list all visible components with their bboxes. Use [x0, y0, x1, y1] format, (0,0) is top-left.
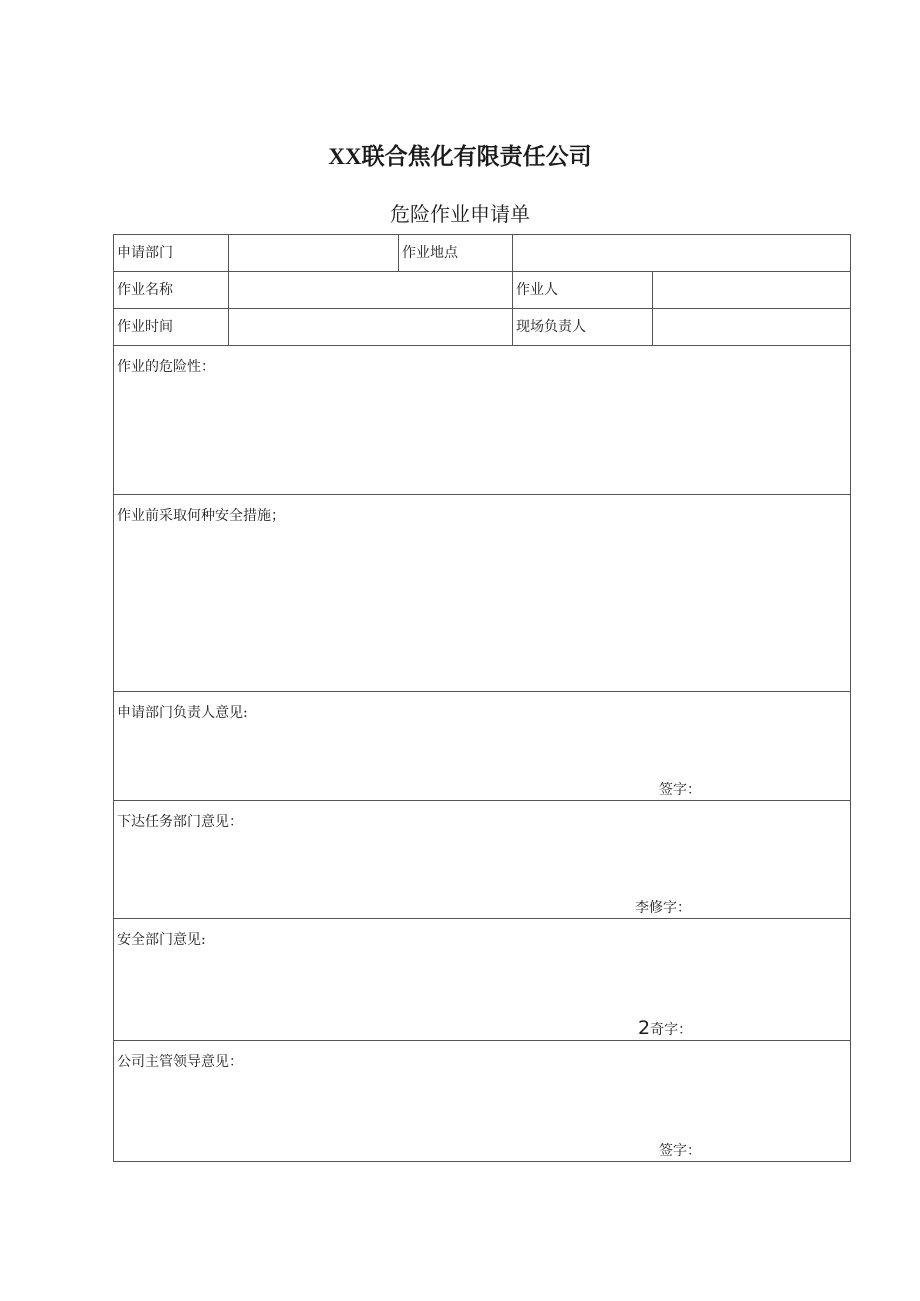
work-name-label-cell: [113, 271, 229, 309]
work-name-value-cell[interactable]: [228, 271, 513, 309]
measures-section[interactable]: [113, 494, 851, 692]
task-dept-label: 下达任务部门意见：: [117, 814, 243, 830]
dept-head-sign-label: 签字：: [659, 782, 701, 798]
worker-label-cell: [512, 271, 653, 309]
measures-label: 作业前采取何种安全措施；: [117, 508, 285, 524]
worker-label: 作业人: [516, 282, 558, 298]
apply-dept-value-cell[interactable]: [228, 234, 399, 272]
dept-head-label: 申请部门负责人意见:: [117, 705, 248, 721]
safety-dept-sign-prefix: 2: [638, 1017, 651, 1039]
hazard-label: 作业的危险性：: [117, 359, 215, 375]
company-leader-sign-label: 签字：: [659, 1143, 701, 1159]
task-dept-sign-label: 李修字：: [635, 900, 691, 916]
site-leader-label-cell: [512, 308, 653, 346]
company-leader-label: 公司主管领导意见：: [117, 1054, 243, 1070]
company-leader-opinion-section[interactable]: [113, 1040, 851, 1162]
company-name: 联合焦化有限责任公司: [361, 144, 592, 170]
dept-head-opinion-section[interactable]: [113, 691, 851, 801]
site-leader-value-cell[interactable]: [652, 308, 851, 346]
work-name-label: 作业名称: [117, 282, 173, 298]
work-location-label: 作业地点: [402, 245, 458, 261]
worker-value-cell[interactable]: [652, 271, 851, 309]
task-dept-opinion-section[interactable]: [113, 800, 851, 919]
work-time-label-cell: [113, 308, 229, 346]
company-prefix: XX: [328, 144, 362, 169]
safety-dept-sign-label: [638, 1017, 692, 1039]
form-title: 危险作业申请单: [390, 202, 530, 226]
apply-dept-label-cell: [113, 234, 229, 272]
work-time-label: 作业时间: [117, 319, 173, 335]
safety-dept-opinion-section[interactable]: [113, 918, 851, 1041]
apply-dept-label: 申请部门: [117, 245, 173, 261]
hazard-section[interactable]: [113, 345, 851, 495]
work-location-value-cell[interactable]: [512, 234, 851, 272]
safety-dept-label: 安全部门意见:: [117, 932, 206, 948]
site-leader-label: 现场负责人: [516, 319, 586, 335]
safety-dept-sign-text: 奇字：: [650, 1022, 693, 1038]
work-location-label-cell: [398, 234, 513, 272]
work-time-value-cell[interactable]: [228, 308, 513, 346]
